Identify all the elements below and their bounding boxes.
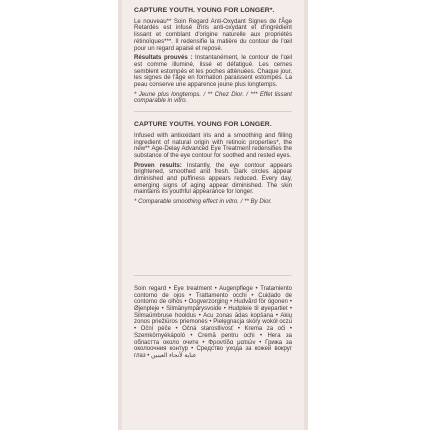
french-results-text: Instantanément, le contour de l'œil est comme illuminé, lissé et défatigué. Les cernes semblent estompés et les poches atténuées. Chaque jour, les signes de l'âge en formation paraissent estompés. La peau conserve une apparence jeune plus longtemps. [134, 54, 293, 89]
english-intro: Infused with antioxidant iris and a smoothing and filling ingredient of natural origin with retinoic properties*, the new** Age-Delay Advanced Eye Treatment redensifies the substance of the eye contour for soothed and rested eyes. [134, 131, 292, 159]
french-results-label: Résultats prouvés : [134, 54, 193, 62]
french-title: CAPTURE YOUTH. YOUNG FOR LONGER*. [134, 7, 275, 14]
right-margin [422, 0, 430, 430]
packaging-panel [118, 0, 308, 430]
english-footnote: * Comparable smoothing effect in vitro. / ** By Dior. [134, 198, 272, 206]
multilingual-product-names: Soin regard • Eye treatment • Augenpflege • Tratamiento contorno de ojos • Trattamento occhi • Cuidado de contorno de olhos • Oogverzorging • Hudvård för ögonen • Øjenpleje • Silmänympärysvoide • Hudpleie til øyepartiet • Silmaümbruse hooldus • Acu zonas ādas kopšana • Akių zonos priežiūros priemonės • Pielęgnacja skóry wokół oczu • Oční péče • Očná starostlivosť • Krema za oči • Szemkörnyékápoló • Cremă pentru ochi • Нега за областта около очите • Φροντίδα ματιών • Грижа за околоочния контур • Средство ухода за кожей вокруг глаз • عناية لأنحاء العينين [134, 285, 292, 359]
blank-spacer [134, 209, 292, 269]
english-results-text: Instantly, the eye contour appears brightened, smoothed and fresh. Dark circles appear diminished and puffiness appears reduced. Every day, emerging signs of aging appear diminished. The skin maintains its youthful appearance for longer. [134, 161, 292, 196]
english-results [134, 163, 292, 197]
panel-edge-right [304, 0, 308, 430]
section-divider-1 [134, 111, 292, 112]
section-divider-2 [134, 275, 292, 276]
left-margin [0, 0, 8, 430]
panel-content [134, 8, 292, 360]
english-section [134, 122, 292, 206]
french-intro: Le nouveau** Soin Regard Anti-Oxydant Signes de l'Âge Retardés est infusé d'iris anti-oxydant et d'ingrédient lissant et comblant d'origine naturelle aux propriétés rétinoïques***. Il redensifie la matière du contour de l'œil pour un regard apaisé et reposé. [134, 17, 292, 52]
panel-edge-left [118, 0, 122, 430]
french-results [134, 55, 292, 89]
english-results-label: Proven results: [134, 161, 182, 169]
french-section [134, 8, 292, 105]
english-title: CAPTURE YOUTH. YOUNG FOR LONGER. [134, 121, 272, 129]
french-footnote: * Jeune plus longtemps. / ** Chez Dior. / *** Effet lissant comparable in vitro. [134, 90, 292, 105]
